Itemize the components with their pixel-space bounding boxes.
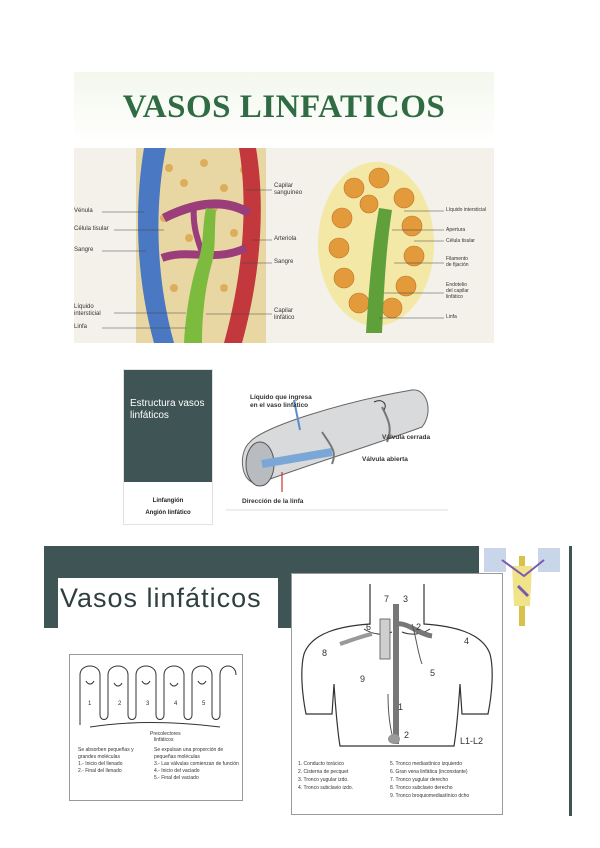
section-banner-title: Vasos linfáticos (60, 583, 262, 613)
torso-legend-item: 6. Gran vena linfática (inconstante) (390, 769, 468, 775)
torso-num-5: 5 (430, 668, 436, 678)
torso-legend-item: 7. Tronco yugular derecho (390, 777, 449, 783)
label-venula: Vénula (74, 208, 93, 214)
torso-num-1: 1 (398, 702, 404, 712)
torso-legend-left (298, 760, 390, 792)
torso-legend-item: 4. Tronco subclavio izdo. (298, 785, 354, 791)
sketch-col2-line: pequeñas moléculas (154, 754, 200, 760)
label-valvula-abierta: Válvula abierta (362, 456, 408, 463)
torso-num-2: 2 (404, 730, 410, 740)
torso-lymph-figure (291, 573, 503, 815)
capillary-sketch-figure (69, 654, 243, 801)
label-precolectores: Precolectores (150, 731, 181, 737)
label-apertura: Apertura (446, 227, 466, 233)
main-title-banner (74, 72, 494, 142)
torso-num-7: 7 (384, 594, 390, 604)
sketch-col2-line: 3.- Las válvulas comienzan de función (154, 761, 239, 767)
sketch-col1-line: Se absorben pequeñas y (78, 747, 134, 753)
label-filamento: Filamento (446, 256, 468, 262)
label-de-fijacion: de fijación (446, 262, 469, 268)
torso-num-3: 3 (403, 594, 409, 604)
sketch-col2 (154, 747, 240, 782)
capillary-sketch-image (70, 655, 242, 735)
label-arteriola: Arteriola (274, 236, 297, 242)
torso-legend-item: 3. Tronco yugular izdo. (298, 777, 349, 783)
sketch-col1-line: grandes moléculas (78, 754, 120, 760)
sketch-col1-line: 2.- Final del llenado (78, 768, 122, 774)
structure-card-header (124, 370, 212, 482)
torso-legend-item: 2. Cisterna de pecquet (298, 769, 349, 775)
label-liquido-intersticial: Líquido intersticial (446, 207, 487, 213)
card-line-angion: Angión linfático (145, 510, 191, 516)
label-direccion-linfa: Dirección de la linfa (242, 498, 304, 505)
sketch-col2-line: Se expulsan una proporción de (154, 747, 224, 753)
torso-illustration (292, 574, 502, 749)
label-valvula-cerrada: Válvula cerrada (382, 434, 431, 441)
structure-card (123, 369, 213, 525)
torso-num-8: 8 (322, 648, 328, 658)
torso-legend-right (390, 760, 500, 800)
label-linfa-left: Linfa (74, 324, 88, 330)
label-celula-tisular-detail: Célula tisular (446, 238, 475, 244)
label-celula-tisular: Célula tisular (74, 226, 109, 232)
label-sanguineo: sanguíneo (274, 190, 303, 196)
label-sangre-left: Sangre (74, 247, 94, 253)
svg-text:2: 2 (118, 701, 122, 707)
sketch-col2-line: 5.- Final del vaciado (154, 775, 199, 781)
label-linfatico-detail: linfático (446, 294, 463, 300)
section-banner-title-box (58, 578, 278, 628)
torso-num-6: 6 (366, 622, 372, 632)
label-capilar-2: Capilar (274, 308, 294, 314)
capillary-tissue-figure (74, 148, 494, 343)
torso-legend-item: 1. Conducto torácico (298, 761, 344, 767)
label-sangre-right: Sangre (274, 259, 294, 265)
torso-num-9: 9 (360, 674, 366, 684)
label-linfatico: linfático (274, 315, 295, 321)
label-capilar: Capilar (274, 183, 294, 189)
sketch-col2-line: 4.- Inicio del vaciado (154, 768, 200, 774)
sketch-col1 (78, 747, 152, 775)
label-endotelio: Endotelio (446, 282, 467, 288)
svg-text:3: 3 (146, 701, 150, 707)
torso-num-2-top: 2 (416, 622, 422, 632)
torso-num-4: 4 (464, 636, 470, 646)
label-en-el-vaso: en el vaso linfático (250, 402, 309, 409)
svg-text:4: 4 (174, 701, 178, 707)
right-edge-bar (569, 546, 572, 816)
vessel-valve-figure (222, 372, 450, 514)
svg-text:5: 5 (202, 701, 206, 707)
structure-card-title: Estructura vasos linfáticos (130, 398, 205, 421)
label-del-capilar: del capilar (446, 288, 469, 294)
label-liquido-ingresa: Líquido que ingresa (250, 394, 312, 401)
sketch-col1-line: 1.- Inicio del llenado (78, 761, 123, 767)
torso-legend-item: 5. Tronco mediastínico izquierdo (390, 761, 462, 767)
card-line-linfangion: Linfangión (152, 498, 184, 504)
label-linfa-detail: Linfa (446, 314, 457, 320)
label-linfaticos: linfáticos (154, 737, 174, 743)
torso-legend-item: 9. Tronco broquiomediastínico dcho (390, 793, 470, 799)
svg-text:1: 1 (88, 701, 92, 707)
torso-legend-item: 8. Tronco subclavio derecho (390, 785, 453, 791)
label-intersticial: intersticial (74, 311, 101, 317)
main-title: VASOS LINFATICOS (122, 88, 446, 125)
torso-level-label: L1-L2 (460, 736, 484, 746)
label-liquido: Líquido (74, 304, 94, 310)
